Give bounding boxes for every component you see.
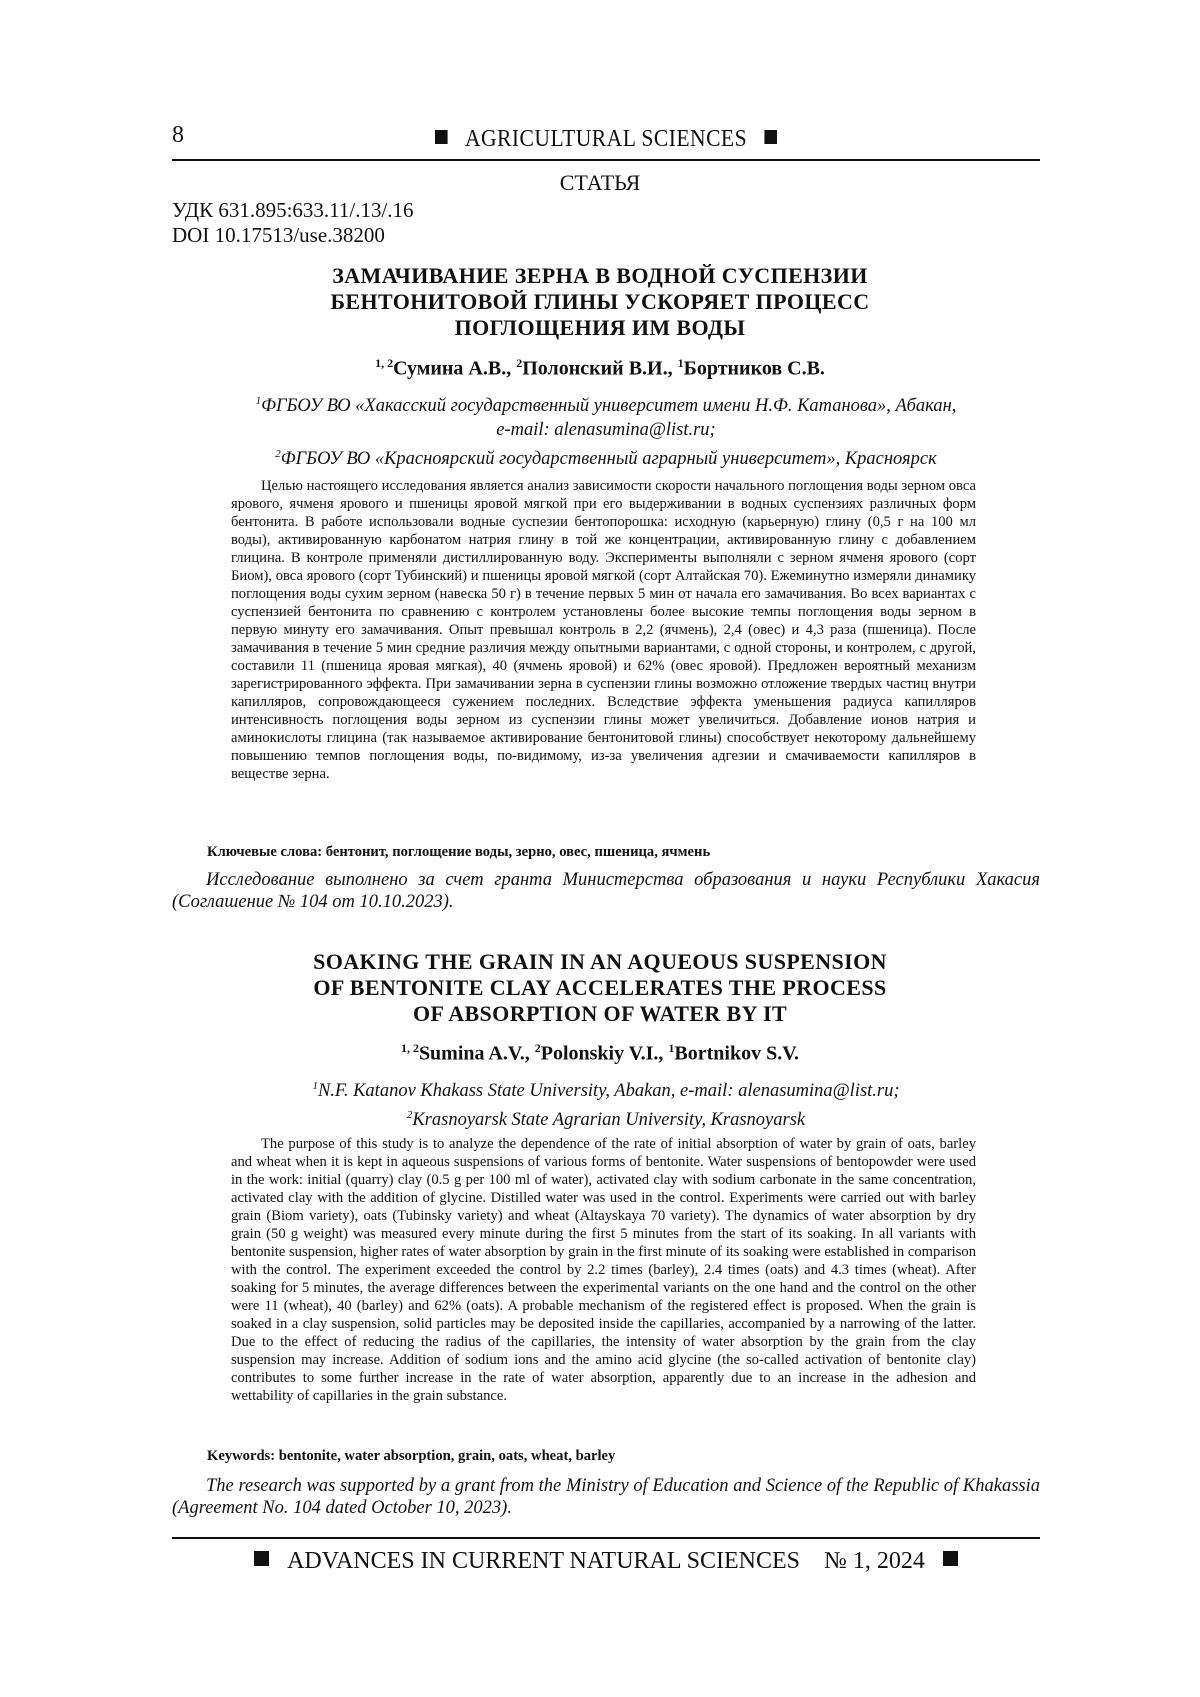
author-affil-index: 2	[534, 1041, 541, 1055]
title-line: ЗАМАЧИВАНИЕ ЗЕРНА В ВОДНОЙ СУСПЕНЗИИ	[332, 263, 868, 288]
affiliation-line	[172, 1074, 1040, 1103]
affiliation-index: 2	[406, 1109, 413, 1122]
journal-section-title: AGRICULTURAL SCIENCES	[464, 126, 748, 152]
author-name: Sumina A.V.,	[418, 1042, 530, 1065]
keywords-ru: Ключевые слова: бентонит, поглощение воды, зерно, овес, пшеница, ячмень	[207, 844, 711, 860]
title-line: OF ABSORPTION OF WATER BY IT	[412, 1001, 788, 1026]
title-en	[240, 949, 960, 1027]
affiliations-ru	[172, 389, 1040, 471]
affiliation-index: 2	[275, 448, 281, 461]
affiliation-line	[172, 1103, 1040, 1132]
author-affil-index: 1, 2	[400, 1041, 419, 1055]
author-affil-index: 1, 2	[375, 356, 394, 370]
grant-note-en: The research was supported by a grant from the Ministry of Education and Science of the Republic of Khakassia (Agreement No. 104 dated October 10, 2023).	[172, 1476, 1040, 1518]
affiliation-index: 1	[255, 395, 262, 407]
doi: DOI 10.17513/use.38200	[172, 223, 385, 247]
square-bullet-icon	[435, 130, 448, 144]
affiliation-text: ФГБОУ ВО «Хакасский государственный университет имени Н.Ф. Катанова», Абакан,	[261, 396, 957, 417]
header-rule	[172, 159, 1040, 161]
footer-rule	[172, 1537, 1040, 1539]
issue-number: № 1, 2024	[824, 1548, 925, 1574]
running-footer	[172, 1548, 1040, 1580]
author-name: Сумина А.В.,	[393, 357, 512, 380]
page-number: 8	[172, 122, 184, 148]
square-bullet-icon	[765, 130, 778, 144]
author-name: Bortnikov S.V.	[674, 1042, 800, 1065]
title-ru	[240, 263, 960, 341]
journal-section-header	[215, 126, 996, 153]
affiliation-text: ФГБОУ ВО «Красноярский государственный аграрный университет», Красноярск	[280, 449, 937, 470]
author-name: Polonskiy V.I.,	[540, 1042, 664, 1065]
author-affil-index: 1	[668, 1041, 675, 1055]
author-name: Бортников С.В.	[683, 357, 825, 380]
affiliations-en	[172, 1074, 1040, 1132]
affiliation-text: Krasnoyarsk State Agrarian University, Krasnoyarsk	[412, 1110, 806, 1131]
title-line: ПОГЛОЩЕНИЯ ИМ ВОДЫ	[454, 315, 746, 340]
running-head	[172, 118, 1040, 158]
square-bullet-icon	[943, 1551, 958, 1566]
udk-code: УДК 631.895:633.11/.13/.16	[172, 198, 414, 222]
abstract-en: The purpose of this study is to analyze the dependence of the rate of initial absorption of water by grain of oats, barley and wheat when it is kept in aqueous suspensions of various forms of bentonite. Water suspensions of bentopowder were used in the work: initial (quarry) clay (0.5 g per 100 ml of water), activated clay with sodium carbonate in the same concentration, activated clay with the addition of glycine. Distilled water was used in the control. Experiments were carried out with barley grain (Biom variety), oats (Tubinsky variety) and wheat (Altayskaya 70 variety). The dynamics of water absorption by dry grain (50 g weight) was measured every minute during the first 5 minutes from the start of its soaking. In all variants with bentonite suspension, higher rates of water absorption by grain in the first minute of its soaking were established in comparison with the control. The experiment exceeded the control by 2.2 times (barley), 2.4 times (oats) and 4.3 times (wheat). After soaking for 5 minutes, the average differences between the experimental variants on the one hand and the control on the other were 11 (wheat), 40 (barley) and 62% (oats). A probable mechanism of the registered effect is proposed. When the grain is soaked in a clay suspension, solid particles may be deposited inside the capillaries, accompanied by a narrowing of the latter. Due to the effect of reducing the radius of the capillaries, the intensity of water absorption by the grain from the clay suspension may increase. Addition of sodium ions and the amino acid glycine (the so-called activation of bentonite clay) contributes to some further increase in the rate of water absorption, apparently due to an increase in the adhesion and wettability of capillaries in the grain substance.	[231, 1136, 976, 1404]
abstract-ru: Целью настоящего исследования является анализ зависимости скорости начального поглощения воды зерном овса ярового, ячменя ярового и пшеницы яровой мягкой при его выдерживании в водных суспензиях различных форм бентонита. В работе использовали водные суспезии бентопорошка: исходную (карьерную) глину (0,5 г на 100 мл воды), активированную карбонатом натрия глину в той же концентрации, активированную глину с добавлением глицина. В контроле применяли дистиллированную воду. Эксперименты выполняли с зерном ячменя ярового (сорт Биом), овса ярового (сорт Тубинский) и пшеницы яровой мягкой (сорт Алтайская 70). Ежеминутно измеряли динамику поглощения воды сухим зерном (навеска 50 г) в течение первых 5 мин от начала его замачивания. Во всех вариантах с суспензией бентонита по сравнению с контролем установлены более высокие темпы поглощения воды зерном в первую минуту его замачивания. Опыт превышал контроль в 2,2 (ячмень), 2,4 (овес) и 4,3 раза (пшеница). После замачивания в течение 5 мин средние различия между опытными вариантами, с одной стороны, и контролем, с другой, составили 11 (пшеница яровая мягкая), 40 (ячмень яровой) и 62% (овес яровой). Предложен вероятный механизм зарегистрированного эффекта. При замачивании зерна в суспензии глины возможно отложение твердых частиц внутри капилляров, сопровождающееся сужением последних. Вследствие эффекта уменьшения радиуса капилляров интенсивность поглощения воды зерном из суспензии глины может увеличиться. Добавление ионов натрия и аминокислоты глицина (так называемое активирование бентонитовой глины) способствует некоторому дальнейшему повышению темпов поглощения воды, по-видимому, из-за увеличения адгезии и смачиваемости капилляров в веществе зерна.	[231, 478, 976, 782]
grant-note-ru: Исследование выполнено за счет гранта Министерства образования и науки Республики Хакасия (Соглашение № 104 от 10.10.2023).	[172, 870, 1040, 912]
author-affil-index: 2	[516, 356, 523, 370]
title-line: SOAKING THE GRAIN IN AN AQUEOUS SUSPENSION	[313, 949, 887, 974]
affiliation-line	[172, 389, 1040, 418]
article-type: СТАТЬЯ	[559, 170, 641, 195]
authors-ru	[0, 356, 1200, 381]
square-bullet-icon	[254, 1551, 269, 1566]
author-name: Полонский В.И.,	[522, 357, 673, 380]
affiliation-text: N.F. Katanov Khakass State University, Abakan, e-mail: alenasumina@list.ru;	[317, 1081, 900, 1102]
journal-name: ADVANCES IN CURRENT NATURAL SCIENCES	[287, 1548, 801, 1574]
keywords-en: Keywords: bentonite, water absorption, grain, oats, wheat, barley	[207, 1448, 616, 1464]
affiliation-email: e-mail: alenasumina@list.ru;	[496, 420, 716, 441]
authors-en	[0, 1041, 1200, 1066]
article-meta	[172, 198, 414, 248]
affiliation-line	[172, 442, 1040, 471]
author-affil-index: 1	[677, 356, 684, 370]
title-line: БЕНТОНИТОВОЙ ГЛИНЫ УСКОРЯЕТ ПРОЦЕСС	[330, 289, 870, 314]
title-line: OF BENTONITE CLAY ACCELERATES THE PROCESS	[313, 975, 887, 1000]
affiliation-index: 1	[312, 1080, 318, 1092]
